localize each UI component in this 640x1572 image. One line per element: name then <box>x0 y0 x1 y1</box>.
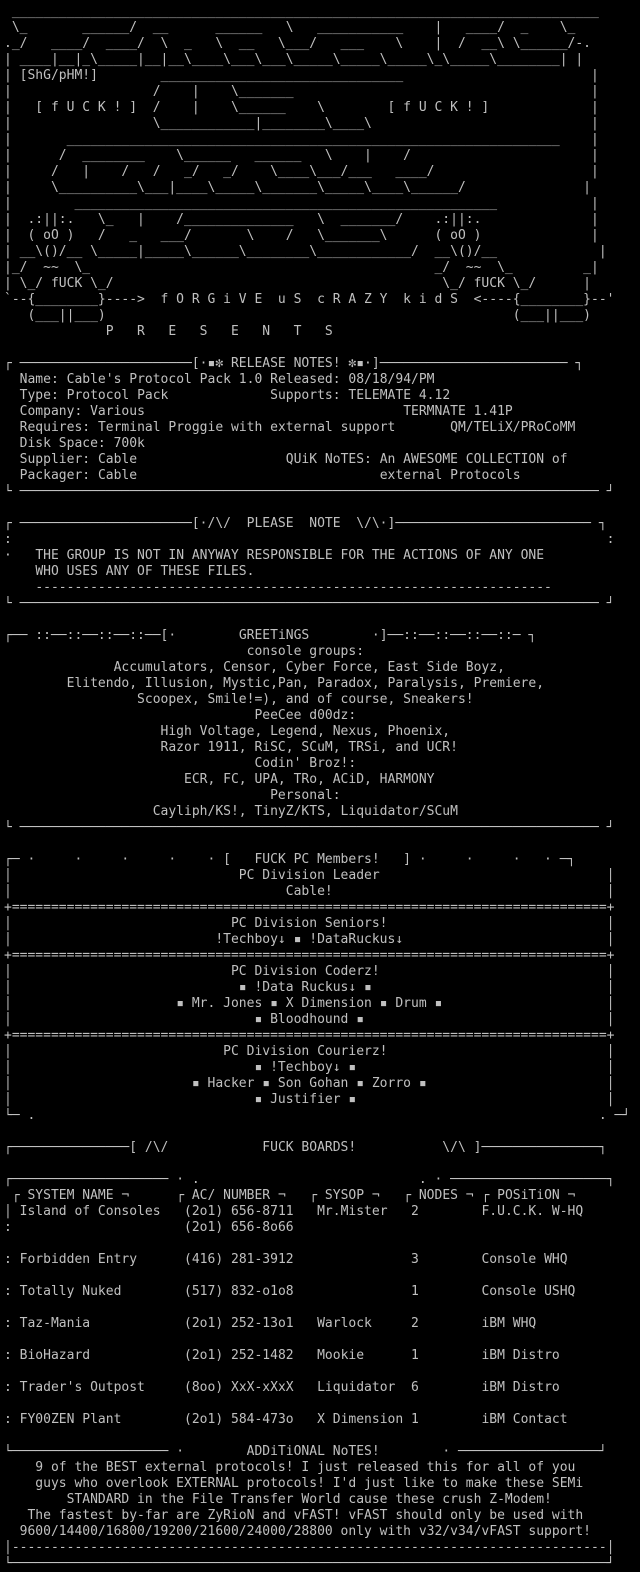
section-divider: +============================================================================+ <box>4 1028 615 1043</box>
presents-line <box>4 324 636 340</box>
logo-art: | \____________|________\____\ | <box>4 116 599 131</box>
logo-line <box>4 292 636 308</box>
note-header: ┌ ──────────────────────[·/\/ PLEASE NOTE \/\·]───────────────────────── ┐ <box>4 516 607 531</box>
logo-art: | \__________\___|____\_____\_______\_____\____\______/ | <box>4 180 591 195</box>
couriers-names: │ ▪ Justifier ▪ │ <box>4 1092 615 1107</box>
blank <box>4 612 636 628</box>
note-text: THE GROUP IS NOT IN ANYWAY RESPONSIBLE FOR THE ACTIONS OF ANY ONE <box>35 548 545 563</box>
blank <box>4 1236 636 1252</box>
blank <box>4 1124 636 1140</box>
board-row: : FY00ZEN Plant (2o1) 584-473o X Dimension 1 iBM Contact <box>4 1412 568 1427</box>
board-sysop: Mookie <box>317 1348 412 1363</box>
additional-line <box>4 1508 636 1524</box>
additional-text: STANDARD in the File Transfer World cause these crush Z-Modem! <box>4 1492 615 1507</box>
board-sysop: Mr.Mister <box>317 1204 412 1219</box>
release-row <box>4 420 636 436</box>
additional-line <box>4 1524 636 1540</box>
logo-line <box>4 212 636 228</box>
board-number: (2o1) 656-8711 <box>184 1204 318 1219</box>
release-row <box>4 468 636 484</box>
release-row <box>4 372 636 388</box>
logo-line <box>4 164 636 180</box>
board-number: (517) 832-o1o8 <box>184 1284 318 1299</box>
console-groups <box>4 660 636 676</box>
console-groups: Accumulators, Censor, Cyber Force, East Side Boyz, <box>4 660 615 675</box>
leader-title: PC Division Leader <box>11 868 607 883</box>
leader-title: │ PC Division Leader │ <box>4 868 615 883</box>
couriers-names: ▪ Justifier ▪ <box>11 1092 607 1107</box>
board-name: Forbidden Entry <box>19 1252 185 1267</box>
board-name: BioHazard <box>19 1348 185 1363</box>
board-number: (8oo) XxX-xXxX <box>184 1380 318 1395</box>
coderz-names: │ ▪ Bloodhound ▪ │ <box>4 1012 615 1027</box>
seniors-title: │ PC Division Seniors! │ <box>4 916 615 931</box>
board-nodes: 1 <box>411 1284 482 1299</box>
section-divider: +============================================================================+ <box>4 900 615 915</box>
blank <box>4 340 636 356</box>
presents-text: P R E S E N T S <box>105 324 333 339</box>
board-position: iBM WHQ <box>481 1316 537 1331</box>
blank <box>4 1332 636 1348</box>
name-label: Name: <box>19 372 59 387</box>
board-row: : (2o1) 656-8o66 <box>4 1220 636 1236</box>
logo-art: (___||___) (___||___) <box>4 308 607 323</box>
board-nodes: 3 <box>411 1252 482 1267</box>
couriers-title: PC Division Courierz! <box>11 1044 607 1059</box>
logo-line <box>4 276 636 292</box>
col-nodes: ┌ NODES ¬ <box>403 1188 482 1203</box>
greetings-footer: └ ────────────────────────────────────────────────────────────────────────── ┘ <box>4 820 615 835</box>
col-position: ┌ POSiTiON ¬ <box>481 1188 576 1203</box>
logo-art: | _______________________________________________________________ | <box>4 132 599 147</box>
col-system-name: ┌ SYSTEM NAME ¬ <box>11 1188 177 1203</box>
note-line: · THE GROUP IS NOT IN ANYWAY RESPONSIBLE FOR THE ACTIONS OF ANY ONE <box>4 548 545 563</box>
board-name: FY00ZEN Plant <box>19 1412 185 1427</box>
codin-groups: ECR, FC, UPA, TRo, ACiD, HARMONY <box>4 772 615 787</box>
quik-value-2: external Protocols <box>379 468 521 483</box>
board-name <box>20 1220 184 1235</box>
logo-art: `--{________}----> f O R G i V E u S c R A Z Y k i d S <----{________}--' <box>4 292 615 307</box>
logo-line <box>4 260 636 276</box>
boards-header-text: [ /\/ FUCK BOARDS! \/\ ] <box>129 1140 482 1155</box>
peecee-title <box>4 708 636 724</box>
packager-value: Cable <box>97 468 380 483</box>
logo-line <box>4 68 636 84</box>
additional-footer: │----------------------------------------------------------------------------│ <box>4 1540 615 1555</box>
note-footer: └ ────────────────────────────────────────────────────────────────────────── ┘ <box>4 596 615 611</box>
type-label: Type: <box>19 388 59 403</box>
coderz-names: ▪ !Data Ruckus↓ ▪ <box>11 980 607 995</box>
personal-greets: Cayliph/KS!, TinyZ/KTS, Liquidator/SCuM <box>4 804 615 819</box>
logo-art: ._/ ____/ ____/ \ _ \ __ \___/ ___ \ | / __\ \______/-. <box>4 36 591 51</box>
release-row <box>4 404 636 420</box>
release-footer: └ ────────────────────────────────────────────────────────────────────────── ┘ <box>4 484 615 499</box>
logo-line <box>4 84 636 100</box>
seniors-names: │ !Techboy↓ ▪ !DataRuckus↓ │ <box>4 932 615 947</box>
additional-header: └──────────────────── · ADDiTiONAL NoTES! · ──────────────────┘ <box>4 1444 607 1459</box>
company-value: Various <box>90 404 404 419</box>
board-row: │ Island of Consoles (2o1) 656-8711 Mr.Mister 2 F.U.C.K. W-HQ <box>4 1204 584 1219</box>
blank <box>4 1300 636 1316</box>
codin-groups <box>4 772 636 788</box>
board-position: Console WHQ <box>481 1252 568 1267</box>
board-position: F.U.C.K. W-HQ <box>481 1204 584 1219</box>
console-groups <box>4 692 636 708</box>
blank <box>4 1364 636 1380</box>
supports-label: Supports: <box>270 388 341 403</box>
couriers-title: │ PC Division Courierz! │ <box>4 1044 615 1059</box>
blank <box>4 836 636 852</box>
greetings-header-text: GREETiNGS <box>238 628 310 643</box>
company-label: Company: <box>19 404 83 419</box>
board-number: (2o1) 584-473o <box>184 1412 318 1427</box>
console-groups: Elitendo, Illusion, Mystic,Pan, Paradox, Paralysis, Premiere, <box>4 676 615 691</box>
coderz-names: ▪ Bloodhound ▪ <box>11 1012 607 1027</box>
peecee-groups: High Voltage, Legend, Nexus, Phoenix, <box>4 724 615 739</box>
boards-header: ┌───────────────[ /\/ FUCK BOARDS! \/\ ]───────────────┐ <box>4 1140 607 1155</box>
board-number: (2o1) 656-8o66 <box>184 1220 318 1235</box>
blank <box>4 1156 636 1172</box>
note-line <box>4 564 636 580</box>
members-header-text: [ FUCK PC Members! ] <box>223 852 411 867</box>
leader-name: │ Cable! │ <box>4 884 615 899</box>
board-name: Taz-Mania <box>19 1316 185 1331</box>
logo-art: \_ ______/ __ ______ \ ___________ | ____/ _ \_ <box>4 20 607 35</box>
board-row: : Trader's Outpost (8oo) XxX-xXxX Liquidator 6 iBM Distro <box>4 1380 560 1395</box>
note-text: WHO USES ANY OF THESE FILES. <box>35 564 255 579</box>
release-row <box>4 452 636 468</box>
seniors-title: PC Division Seniors! <box>11 916 607 931</box>
additional-line <box>4 1492 636 1508</box>
additional-text: guys who overlook EXTERNAL protocols! I'd just like to make these SEMi <box>4 1476 615 1491</box>
board-row: : Taz-Mania (2o1) 252-13o1 Warlock 2 iBM WHQ <box>4 1316 537 1331</box>
logo-art: | ( oO ) / _ ___/ \ / \_______\ ( oO ) | <box>4 228 599 243</box>
note-header-text: [·/\/ PLEASE NOTE \/\·] <box>191 516 396 531</box>
personal-title <box>4 788 636 804</box>
peecee-groups <box>4 740 636 756</box>
console-groups <box>4 676 636 692</box>
logo-art: | ____|__|_\_____|__|__\____\___\___\_____\_____\_____\_\_____\________| | <box>4 52 584 67</box>
additional-text: 9600/14400/16800/19200/21600/24000/28800 only with v32/v34/vFAST support! <box>4 1524 615 1539</box>
boards-top: ┌──────────────────── · . . · ────────────────────┐ <box>4 1172 615 1187</box>
console-title <box>4 644 636 660</box>
logo-line <box>4 36 636 52</box>
couriers-names: ▪ Hacker ▪ Son Gohan ▪ Zorro ▪ <box>11 1076 607 1091</box>
board-nodes: 1 <box>411 1412 482 1427</box>
col-number: ┌ AC/ NUMBER ¬ <box>176 1188 310 1203</box>
additional-text: The fastest by-far are ZyRioN and vFAST! vFAST should only be used with <box>4 1508 615 1523</box>
quik-label: QUiK NoTES: <box>285 452 372 467</box>
additional-text: 9 of the BEST external protocols! I just released this for all of you <box>4 1460 615 1475</box>
logo-art: ___________________________________________________________________________ <box>4 4 607 19</box>
coderz-title: PC Division Coderz! <box>11 964 607 979</box>
codin-title <box>4 756 636 772</box>
supplier-label: Supplier: <box>19 452 91 467</box>
greetings-header: ┌── ::──::──::──::──[· GREETiNGS ·]──::──::──::──::─ ┐ <box>4 628 537 643</box>
board-number: (416) 281-3912 <box>184 1252 318 1267</box>
coderz-title: │ PC Division Coderz! │ <box>4 964 615 979</box>
board-nodes: 2 <box>411 1204 482 1219</box>
coderz-names: │ ▪ !Data Ruckus↓ ▪ │ <box>4 980 615 995</box>
release-row <box>4 388 636 404</box>
peecee-groups: Razor 1911, RiSC, SCuM, TRSi, and UCR! <box>4 740 615 755</box>
logo-line <box>4 116 636 132</box>
board-sysop <box>317 1220 411 1235</box>
logo-art: | __\()/__ \_____|_____\______\________\____________/ __\()/__ | <box>4 244 607 259</box>
logo-art: | / | \_______ | <box>4 84 599 99</box>
logo-line <box>4 4 636 20</box>
board-nodes: 2 <box>411 1316 482 1331</box>
supplier-value: Cable <box>97 452 286 467</box>
logo-art: |_/ ~~ \_ _/ ~~ \_ _| <box>4 260 599 275</box>
board-number: (2o1) 252-13o1 <box>184 1316 318 1331</box>
couriers-names: │ ▪ !Techboy↓ ▪ │ <box>4 1060 615 1075</box>
logo-art: | / ________ \______ ______ \ | / | <box>4 148 599 163</box>
board-sysop: Liquidator <box>317 1380 412 1395</box>
name-value: Cable's Protocol Pack 1.0 <box>66 372 271 387</box>
board-row: : BioHazard (2o1) 252-1482 Mookie 1 iBM Distro <box>4 1348 560 1363</box>
board-row: : Totally Nuked (517) 832-o1o8 1 Console USHQ <box>4 1284 576 1299</box>
logo-art: | [ShG/pHM!] _______________________________ | <box>4 68 599 83</box>
blank <box>4 1396 636 1412</box>
board-row: : Forbidden Entry (416) 281-3912 3 Console WHQ <box>4 1252 568 1267</box>
quik-value-1: An AWESOME COLLECTION of <box>379 452 568 467</box>
blank <box>4 1268 636 1284</box>
logo-line <box>4 196 636 212</box>
additional-header-text: ADDiTiONAL NoTES! <box>207 1444 427 1459</box>
peecee-title: PeeCee d00dz: <box>4 708 615 723</box>
board-nodes: 1 <box>411 1348 482 1363</box>
console-title: console groups: <box>4 644 615 659</box>
board-number: (2o1) 252-1482 <box>184 1348 318 1363</box>
board-position: iBM Distro <box>481 1380 560 1395</box>
members-header: ┌─ · · · · · [ FUCK PC Members! ] · · · · ─┐ <box>4 852 576 867</box>
release-header-text: [·▪✼ RELEASE NOTES! ✼▪·] <box>191 356 380 371</box>
additional-line <box>4 1460 636 1476</box>
leader-name: Cable! <box>11 884 607 899</box>
board-sysop: Warlock <box>317 1316 412 1331</box>
additional-bottom: └────────────────────────────────────────────────────────────────────────────┘ <box>4 1556 615 1571</box>
board-nodes: 6 <box>411 1380 482 1395</box>
additional-line <box>4 1476 636 1492</box>
board-name: Trader's Outpost <box>19 1380 185 1395</box>
requires-label: Requires: <box>19 420 91 435</box>
coderz-names: ▪ Mr. Jones ▪ X Dimension ▪ Drum ▪ <box>11 996 607 1011</box>
logo-line <box>4 228 636 244</box>
requires-value: Terminal Proggie with external support <box>97 420 451 435</box>
note-rule: ------------------------------------------------------------------ <box>35 580 552 595</box>
release-header: ┌ ──────────────────────[·▪✼ RELEASE NOTES! ✼▪·]──────────────────────── ┐ <box>4 356 584 371</box>
logo-line <box>4 308 636 324</box>
board-sysop: X Dimension <box>317 1412 412 1427</box>
section-divider: +============================================================================+ <box>4 948 615 963</box>
logo-line <box>4 244 636 260</box>
logo-art: | / | / / _/ _/ \____\___/___ ____/ | <box>4 164 599 179</box>
coderz-names: │ ▪ Mr. Jones ▪ X Dimension ▪ Drum ▪ │ <box>4 996 615 1011</box>
blank <box>4 1428 636 1444</box>
col-sysop: ┌ SYSOP ¬ <box>309 1188 404 1203</box>
personal-title: Personal: <box>4 788 615 803</box>
logo-art: | [ f U C K ! ] / | \______ \ [ f U C K ! ] | <box>4 100 599 115</box>
board-position: Console USHQ <box>481 1284 576 1299</box>
blank <box>4 500 636 516</box>
logo-art: | ______________________________________________________ | <box>4 196 599 211</box>
logo-art: | .:||:. \_ | /______________ \ _______/ .:||:. | <box>4 212 599 227</box>
released-value: 08/18/94/PM <box>348 372 435 387</box>
board-name: Totally Nuked <box>19 1284 185 1299</box>
couriers-names: ▪ !Techboy↓ ▪ <box>11 1060 607 1075</box>
released-label: Released: <box>270 372 341 387</box>
seniors-names: !Techboy↓ ▪ !DataRuckus↓ <box>11 932 607 947</box>
logo-line <box>4 20 636 36</box>
logo-line <box>4 132 636 148</box>
supports-value: TELEMATE 4.12 <box>348 388 451 403</box>
logo-line <box>4 52 636 68</box>
release-row <box>4 436 636 452</box>
supports-value-2: TERMNATE 1.41P <box>403 404 513 419</box>
board-nodes <box>411 1220 481 1235</box>
type-value: Protocol Pack <box>66 388 271 403</box>
board-sysop <box>317 1252 411 1267</box>
personal-greets <box>4 804 636 820</box>
couriers-names: │ ▪ Hacker ▪ Son Gohan ▪ Zorro ▪ │ <box>4 1076 615 1091</box>
members-footer: └─ . . ─┘ <box>4 1108 631 1123</box>
codin-title: Codin' Broz!: <box>4 756 615 771</box>
console-groups: Scoopex, Smile!=), and of course, Sneakers! <box>4 692 615 707</box>
disk-value: 700k <box>113 436 145 451</box>
supports-value-3: QM/TELiX/PRoCoMM <box>450 420 576 435</box>
disk-label: Disk Space: <box>19 436 106 451</box>
boards-columns <box>4 1188 636 1204</box>
logo-art: | \_/ fUCK \_/ \_/ fUCK \_/ | <box>4 276 591 291</box>
board-name: Island of Consoles <box>19 1204 185 1219</box>
peecee-groups <box>4 724 636 740</box>
logo-line <box>4 100 636 116</box>
blank: : : <box>4 532 615 547</box>
board-sysop <box>317 1284 411 1299</box>
logo-line <box>4 148 636 164</box>
board-position: iBM Distro <box>481 1348 560 1363</box>
logo-line <box>4 180 636 196</box>
packager-label: Packager: <box>19 468 91 483</box>
board-position: iBM Contact <box>481 1412 568 1427</box>
